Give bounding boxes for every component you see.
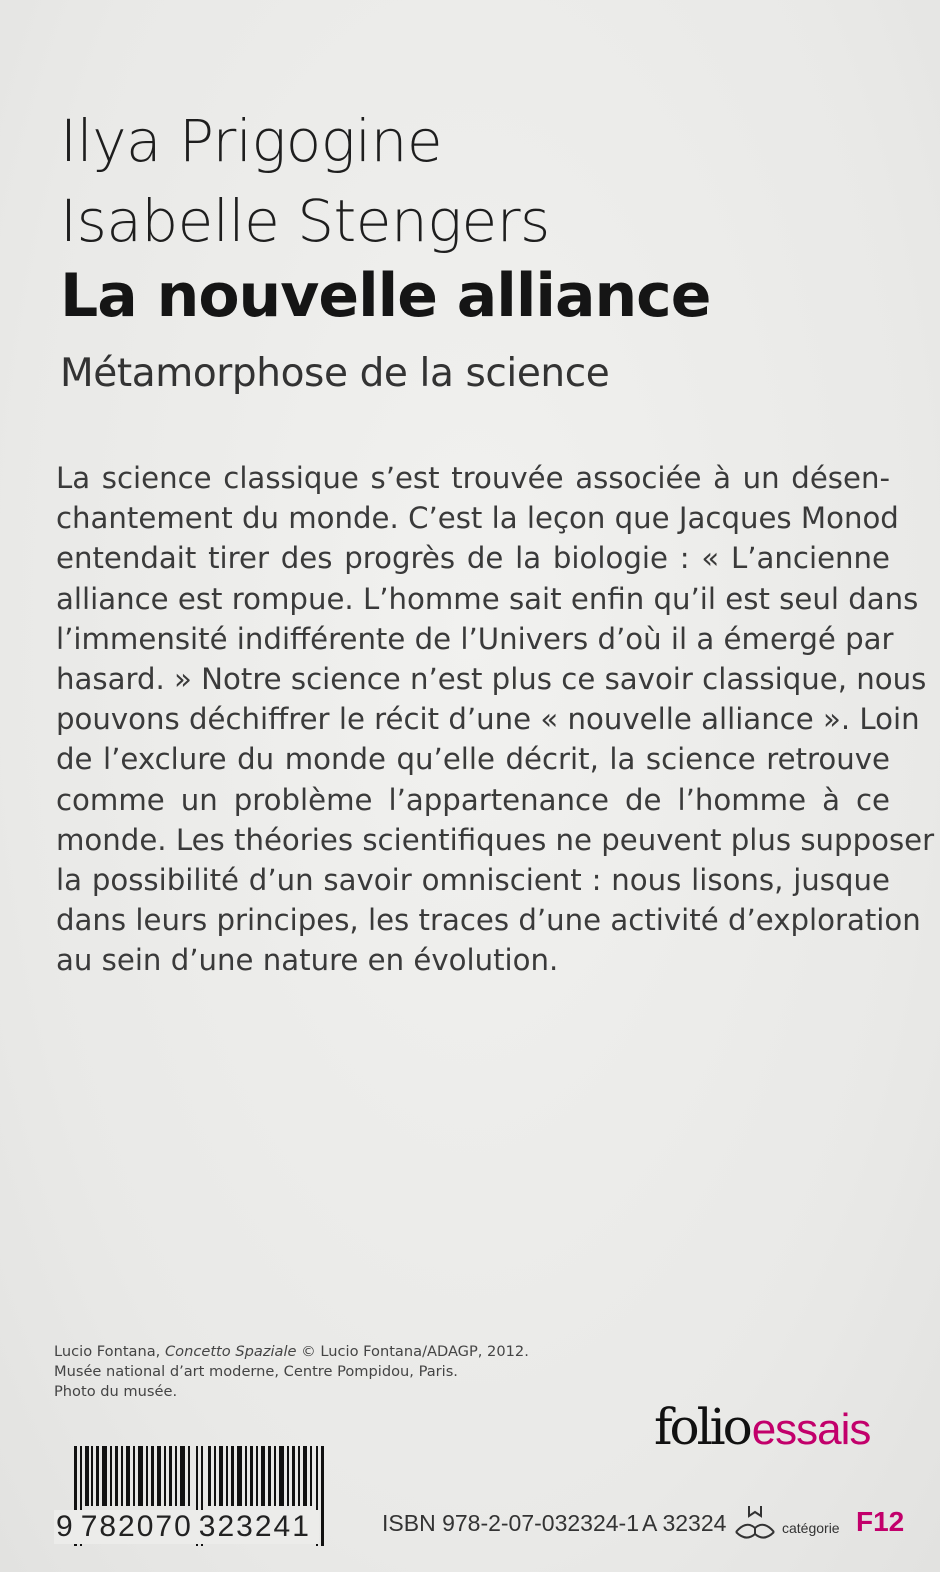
blurb: [56, 458, 935, 981]
credit-museum: Musée national d’art moderne, Centre Pompidou, Paris.: [54, 1363, 458, 1380]
blurb-line: alliance est rompue. L’homme sait enfin qu’il est seul dans: [56, 581, 919, 616]
blurb-line: pouvons déchiffrer le récit d’une « nouvelle alliance ». Loin: [56, 702, 920, 737]
blurb-line: de l’exclure du monde qu’elle décrit, la science retrouve: [56, 742, 890, 777]
category-label: catégorie: [782, 1520, 840, 1536]
barcode-digit-first: 9: [56, 1510, 75, 1543]
essais-wordmark: essais: [751, 1405, 871, 1454]
isbn: ISBN 978-2-07-032324-1: [382, 1510, 639, 1536]
credit-artist: Lucio Fontana,: [54, 1343, 165, 1360]
folio-essais-logo: [654, 1398, 871, 1456]
author-name: Isabelle Stengers: [60, 187, 550, 255]
book-title: La nouvelle alliance: [60, 261, 711, 331]
author-name: Ilya Prigogine: [60, 107, 443, 175]
blurb-line: la possibilité d’un savoir omniscient : nous lisons, jusque: [56, 863, 890, 898]
blurb-line: La science classique s’est trouvée associée à un désen-: [56, 461, 890, 495]
image-credits: [54, 1342, 529, 1402]
blurb-line: au sein d’une nature en évolution.: [56, 943, 559, 978]
blurb-line: monde. Les théories scientifiques ne peuvent plus supposer: [56, 822, 935, 857]
book-subtitle: Métamorphose de la science: [60, 351, 610, 396]
credit-line: [54, 1342, 529, 1362]
folio-wordmark: folio: [654, 1398, 750, 1456]
blurb-line: entendait tirer des progrès de la biologie : « L’ancienne: [56, 541, 890, 576]
catalog-code: A 32324: [642, 1510, 727, 1536]
barcode-digit-group: 782070: [80, 1510, 193, 1543]
barcode-digit-group: 323241: [198, 1510, 311, 1543]
blurb-line: comme un problème l’appartenance de l’homme à ce: [56, 782, 890, 817]
blurb-line: l’immensité indifférente de l’Univers d’où il a émergé par: [56, 621, 894, 656]
category-code: F12: [856, 1506, 905, 1537]
blurb-line: dans leurs principes, les traces d’une activité d’exploration: [56, 903, 921, 938]
credit-artwork: Concetto Spaziale: [164, 1343, 297, 1360]
barcode-digits: [54, 1510, 319, 1544]
credit-photo: Photo du musée.: [54, 1383, 178, 1400]
blurb-line: hasard. » Notre science n’est plus ce savoir classique, nous: [56, 662, 927, 697]
book-icon: [732, 1502, 778, 1544]
blurb-line: chantement du monde. C’est la leçon que Jacques Monod: [56, 501, 899, 536]
credit-copyright: © Lucio Fontana/ADAGP, 2012.: [296, 1343, 529, 1360]
